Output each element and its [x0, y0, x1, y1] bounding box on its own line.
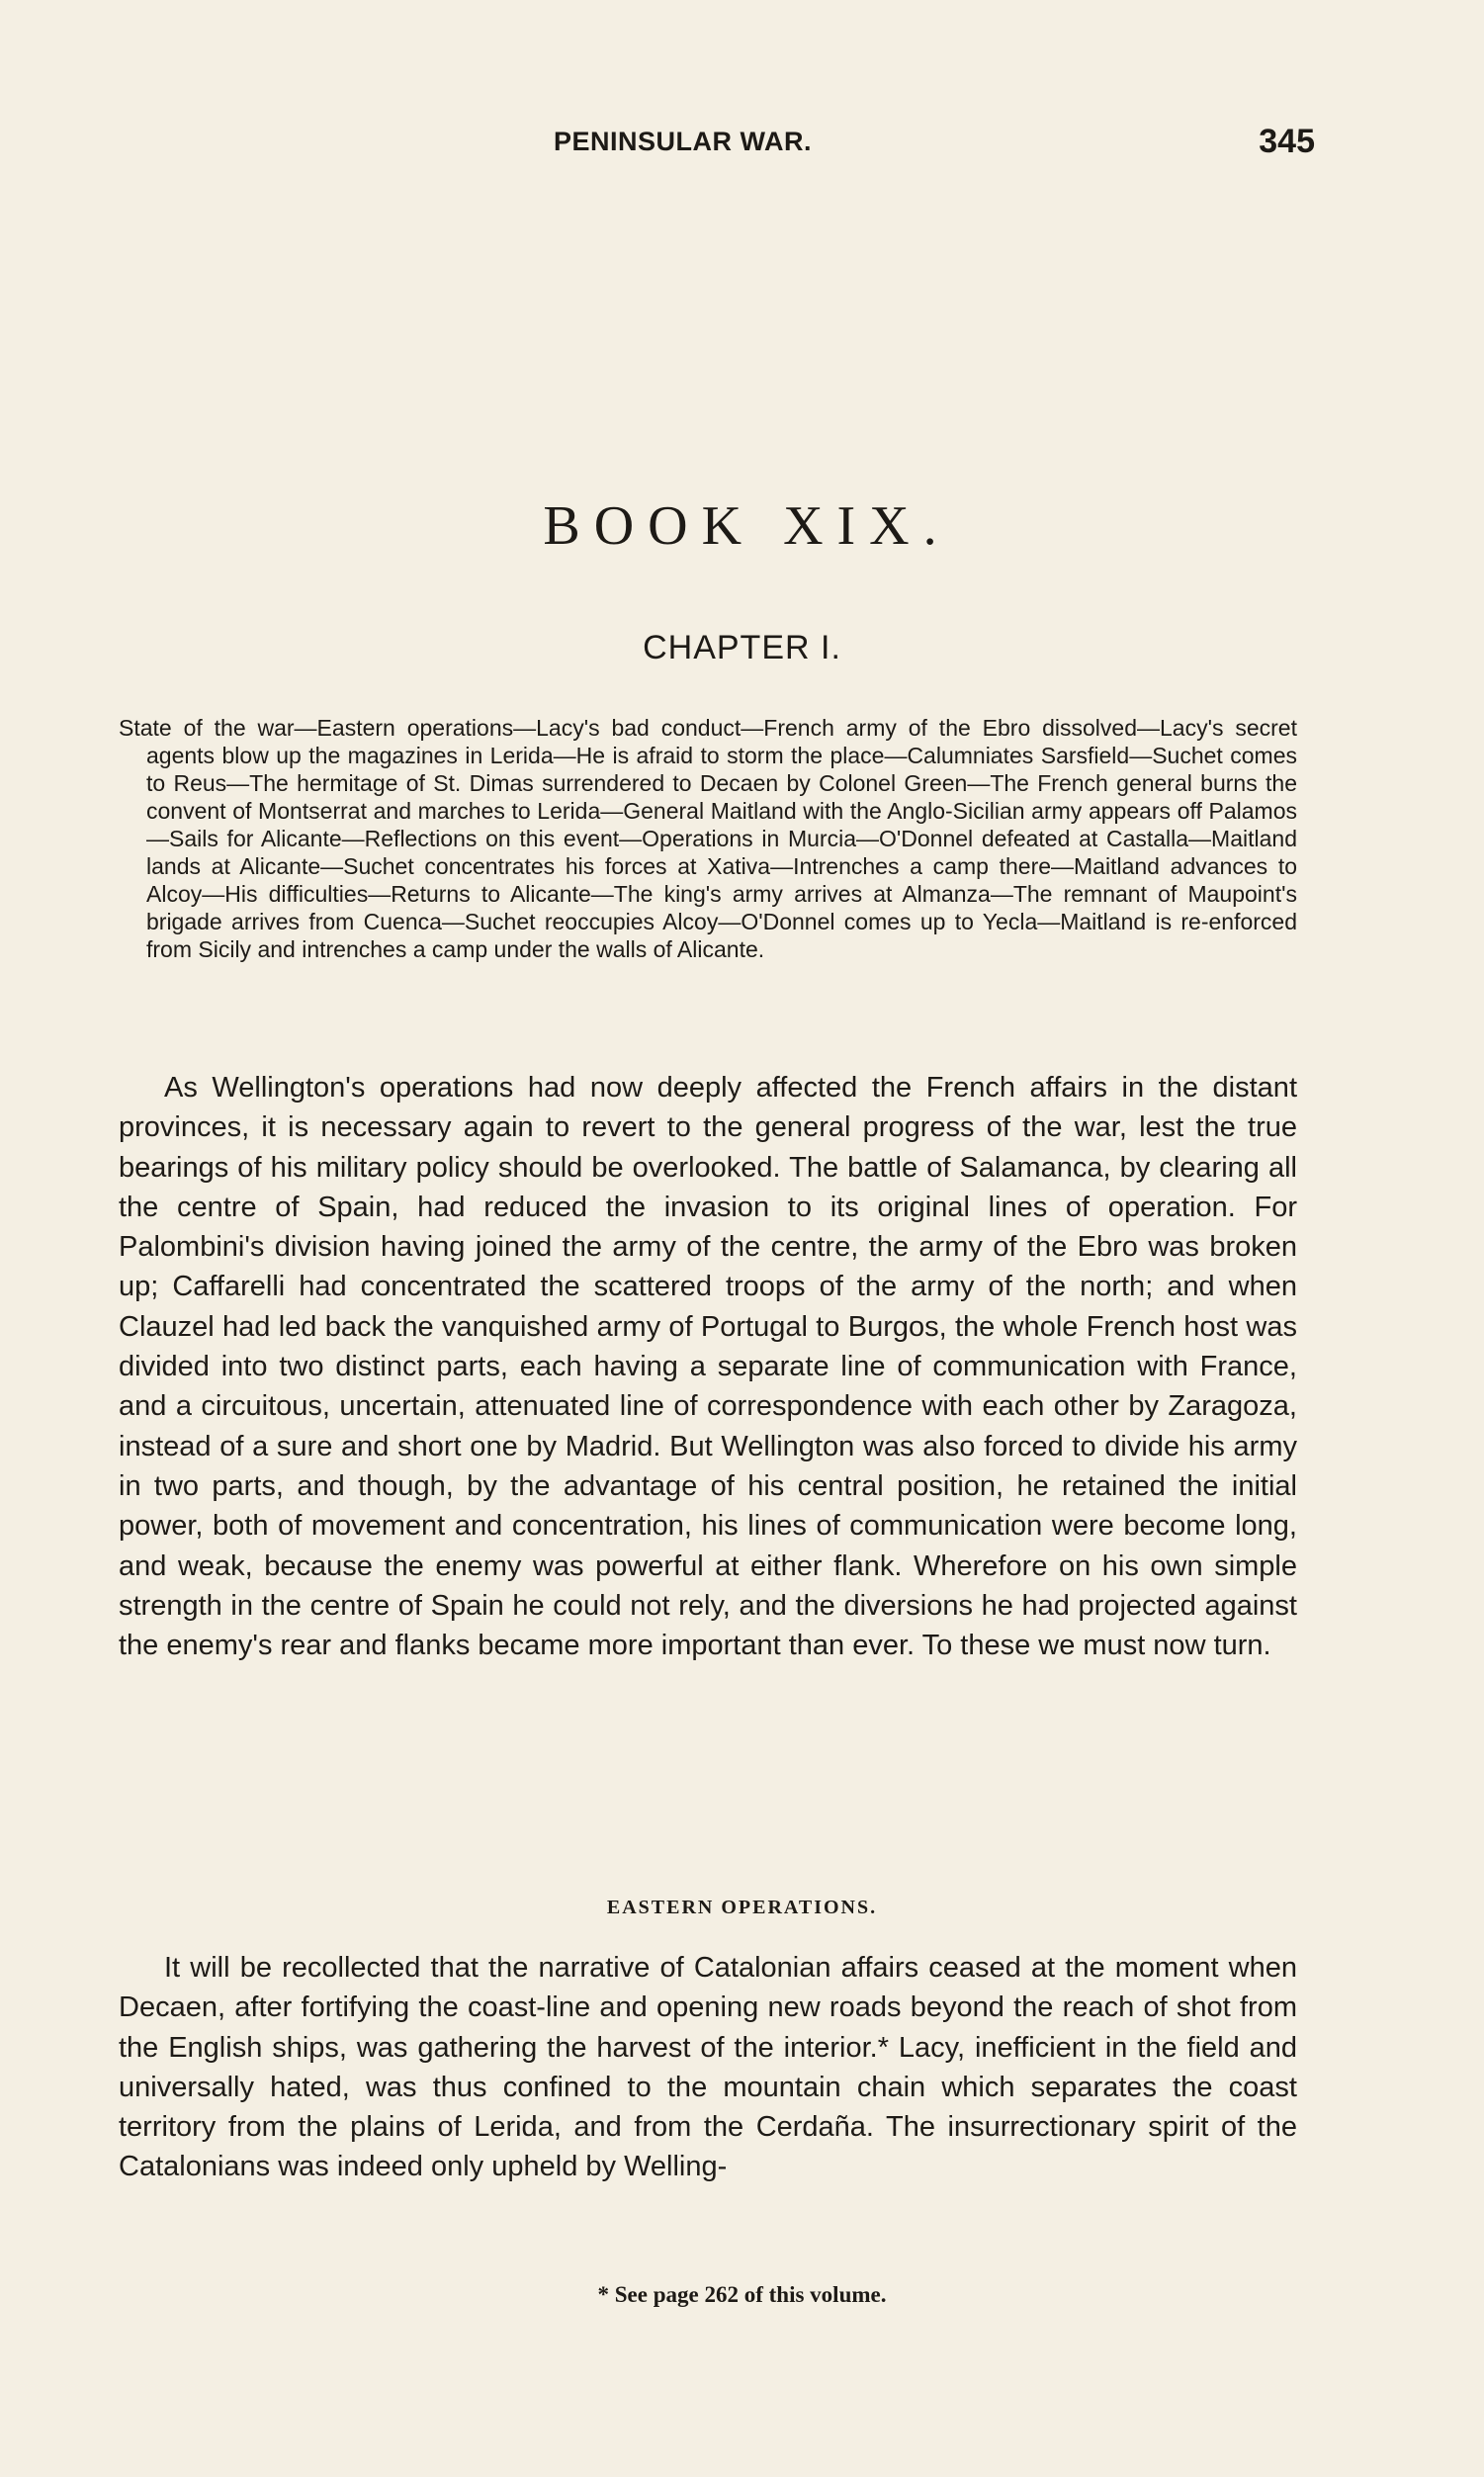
book-title: BOOK XIX.: [543, 495, 951, 557]
section-heading: EASTERN OPERATIONS.: [606, 1897, 878, 1918]
chapter-synopsis: State of the war—Eastern operations—Lacy's bad conduct—French army of the Ebro dissolved—Lacy's secret agents blow up the magazines in Lerida—He is afraid to storm the place—Calumniates Sarsfield—Suchet comes to Reus—The hermitage of St. Dimas surrendered to Decaen by Colonel Green—The French general burns the convent of Montserrat and marches to Lerida—General Maitland with the Anglo-Sicilian army appears off Palamos—Sails for Alicante—Reflections on this event—Operations in Murcia—O'Donnel defeated at Castalla—Maitland lands at Alicante—Suchet concentrates his forces at Xativa—Intrenches a camp there—Maitland advances to Alcoy—His difficulties—Returns to Alicante—The king's army arrives at Almanza—The remnant of Maupoint's brigade arrives from Cuenca—Suchet reoccupies Alcoy—O'Donnel comes up to Yecla—Maitland is re-enforced from Sicily and intrenches a camp under the walls of Alicante.: [119, 715, 1297, 962]
page-number: 345: [1259, 123, 1315, 160]
footnote: * See page 262 of this volume.: [597, 2282, 887, 2307]
chapter-title: CHAPTER I.: [643, 629, 841, 666]
running-title: PENINSULAR WAR.: [554, 127, 813, 156]
body-paragraph-2: It will be recollected that the narrative of Catalonian affairs ceased at the moment when Decaen, after fortifying the coast-line and opening new roads beyond the reach of shot from the English ships, was gathering the harvest of the interior.* Lacy, inefficient in the field and universally hated, was thus confined to the mountain chain which separates the coast territory from the plains of Lerida, and from the Cerdaña. The insurrectionary spirit of the Catalonians was indeed only upheld by Welling-: [119, 1952, 1297, 2183]
body-paragraph-1: As Wellington's operations had now deeply affected the French affairs in the distant provinces, it is necessary again to revert to the general progress of the war, lest the true bearings of his military policy should be overlooked. The battle of Salamanca, by clearing all the centre of Spain, had reduced the invasion to its original lines of operation. For Palombini's division having joined the army of the centre, the army of the Ebro was broken up; Caffarelli had concentrated the scattered troops of the army of the north; and when Clauzel had led back the vanquished army of Portugal to Burgos, the whole French host was divided into two distinct parts, each having a separate line of communication with France, and a circuitous, uncertain, attenuated line of correspondence with each other by Zaragoza, instead of a sure and short one by Madrid. But Wellington was also forced to divide his army in two parts, and though, by the advantage of his central position, he retained the initial power, both of movement and concentration, his lines of communication were become long, and weak, because the enemy was powerful at either flank. Wherefore on his own simple strength in the centre of Spain he could not rely, and the diversions he had projected against the enemy's rear and flanks became more important than ever. To these we must now turn.: [119, 1072, 1297, 1662]
running-head: [119, 123, 1315, 172]
